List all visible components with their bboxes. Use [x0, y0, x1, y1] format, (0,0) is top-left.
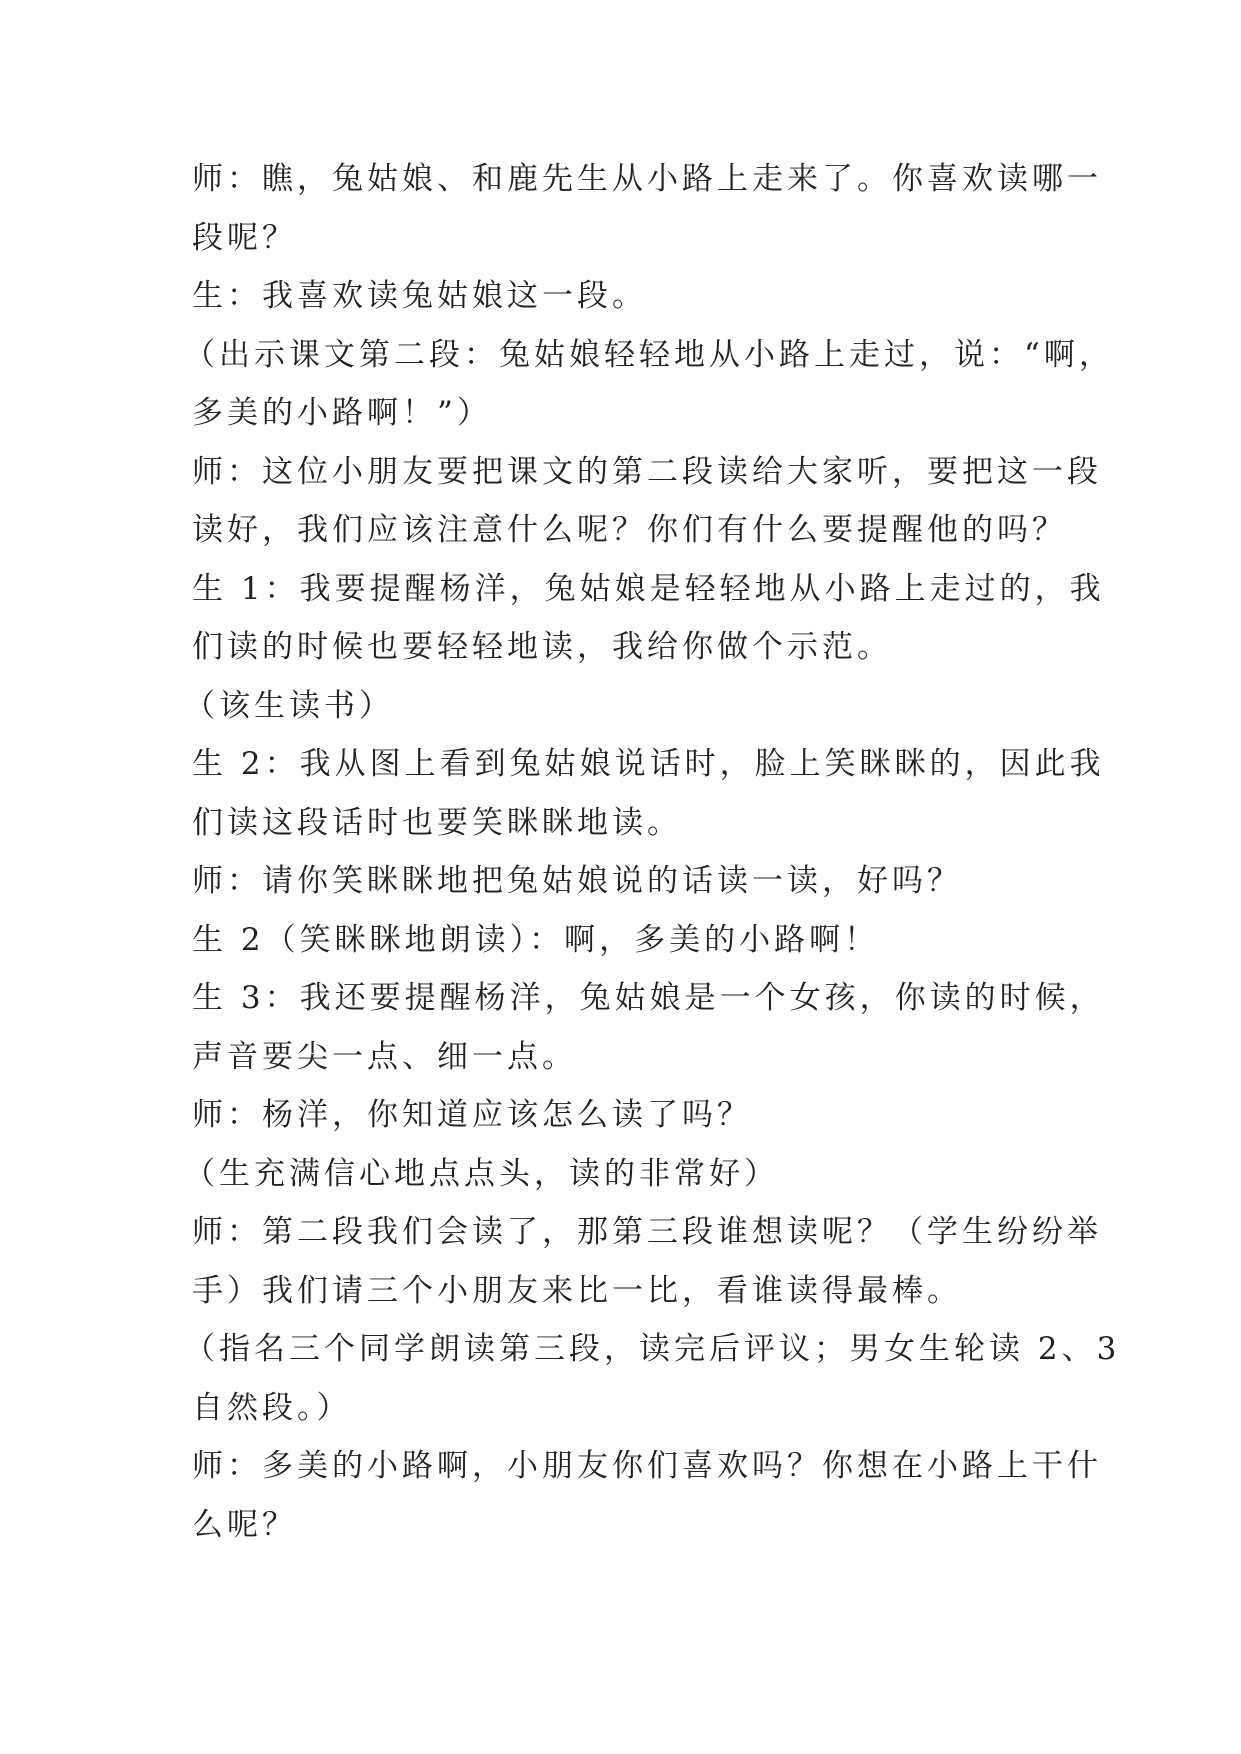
text-line: 自然段。） — [192, 1389, 352, 1426]
text-line: 生 3：我还要提醒杨洋，兔姑娘是一个女孩，你读的时候， — [192, 980, 1105, 1016]
text-line: 师：瞧，兔姑娘、和鹿先生从小路上走来了。你喜欢读哪一 — [192, 161, 1102, 197]
text-line: 们读这段话时也要笑眯眯地读。 — [192, 804, 682, 841]
text-line: 生：我喜欢读兔姑娘这一段。 — [192, 278, 647, 314]
text-line: （出示课文第二段：兔姑娘轻轻地从小路上走过，说：“啊， — [184, 336, 1114, 373]
text-line: 段呢？ — [192, 219, 297, 256]
text-line: （生充满信心地点点头，读的非常好） — [184, 1155, 779, 1192]
text-line: 师：请你笑眯眯地把兔姑娘说的话读一读，好吗？ — [192, 863, 962, 899]
text-line: 师：多美的小路啊，小朋友你们喜欢吗？你想在小路上干什 — [192, 1448, 1102, 1484]
text-line: （该生读书） — [184, 687, 394, 724]
text-line: 师：这位小朋友要把课文的第二段读给大家听，要把这一段 — [192, 453, 1102, 490]
text-line: 们读的时候也要轻轻地读，我给你做个示范。 — [192, 629, 892, 665]
text-line: 手）我们请三个小朋友来比一比，看谁读得最棒。 — [192, 1272, 962, 1309]
text-line: 师：第二段我们会读了，那第三段谁想读呢？（学生纷纷举 — [192, 1214, 1102, 1250]
text-line: 声音要尖一点、细一点。 — [192, 1038, 577, 1075]
text-line: 生 2（笑眯眯地朗读）：啊，多美的小路啊！ — [192, 921, 880, 958]
text-line: 多美的小路啊！”） — [192, 395, 492, 431]
text-line: 生 2：我从图上看到兔姑娘说话时，脸上笑眯眯的，因此我 — [192, 746, 1105, 782]
text-line: 师：杨洋，你知道应该怎么读了吗？ — [192, 1097, 752, 1133]
text-line: （指名三个同学朗读第三段，读完后评议；男女生轮读 2、3 — [184, 1331, 1121, 1367]
text-line: 读好，我们应该注意什么呢？你们有什么要提醒他的吗？ — [192, 512, 1067, 548]
text-line: 么呢？ — [192, 1506, 297, 1543]
text-line: 生 1：我要提醒杨洋，兔姑娘是轻轻地从小路上走过的，我 — [192, 570, 1105, 607]
document-body — [184, 150, 1121, 1554]
